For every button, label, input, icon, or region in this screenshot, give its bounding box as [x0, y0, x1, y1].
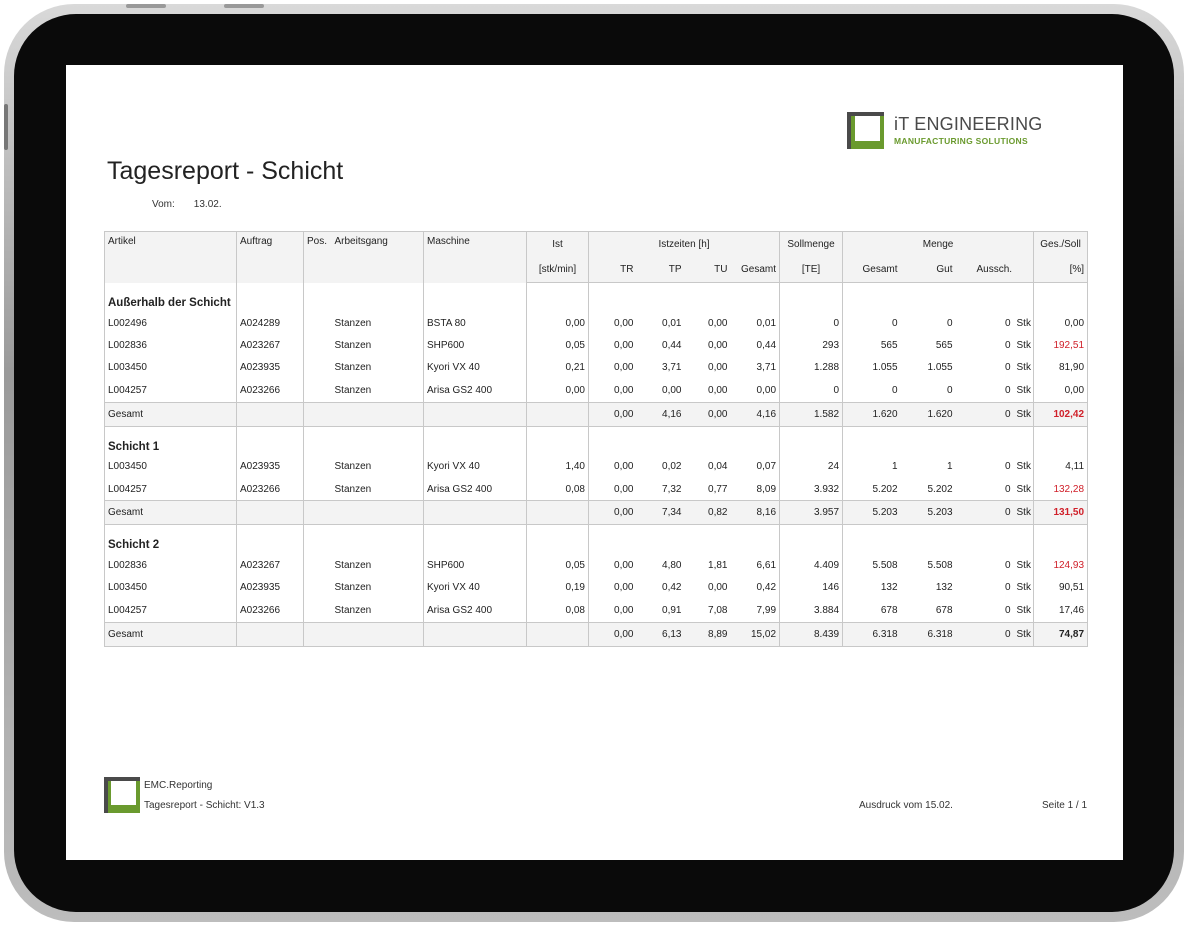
cell-aussch: 0: [1004, 340, 1011, 352]
cell-tp: 4,80: [662, 560, 682, 572]
cell-sollmenge: 4.409: [780, 554, 843, 576]
cell-tu: 0,00: [708, 317, 728, 329]
total-tu: 0,82: [685, 501, 731, 525]
col-auftrag: Auftrag: [237, 232, 304, 283]
cell-artikel: L004257: [105, 599, 237, 622]
brand-tagline: MANUFACTURING SOLUTIONS: [894, 136, 1028, 146]
cell-gesamt: 7,99: [731, 599, 780, 622]
date-label: Vom:: [152, 199, 175, 210]
cell-gesamt: 0,42: [731, 577, 780, 599]
empty-cell: [956, 426, 1014, 456]
cell-arbeitsgang: Stanzen: [332, 599, 424, 622]
table-row: [105, 379, 1088, 402]
empty-cell: [843, 283, 901, 313]
cell-gesamt: 0,07: [731, 456, 780, 478]
col-gut: Gut: [901, 257, 956, 283]
cell-auftrag: A023935: [237, 357, 304, 379]
empty-cell: [956, 283, 1014, 313]
footer-app-name: EMC.Reporting: [144, 780, 213, 791]
empty-cell: [731, 283, 780, 313]
footer-logo: [104, 777, 140, 813]
cell-pos: [304, 379, 332, 402]
total-unit: Stk: [1014, 402, 1034, 426]
total-tu: 0,00: [685, 402, 731, 426]
empty-cell: [527, 525, 589, 555]
empty-cell: [304, 426, 332, 456]
col-istzeiten: Istzeiten [h]: [589, 232, 780, 258]
total-tp: 7,34: [637, 501, 685, 525]
empty-cell: [332, 402, 424, 426]
cell-maschine: SHP600: [424, 334, 527, 356]
cell-arbeitsgang: Stanzen: [332, 478, 424, 501]
cell-maschine: SHP600: [424, 554, 527, 576]
cell-maschine: BSTA 80: [424, 312, 527, 334]
table-row: [105, 554, 1088, 576]
total-gut: 5.203: [901, 501, 956, 525]
cell-tp: 0,02: [662, 461, 682, 473]
col-ist-unit: [stk/min]: [527, 257, 589, 283]
cell-ges-soll: 132,28: [1034, 478, 1088, 501]
total-row: [105, 402, 1088, 426]
empty-cell: [731, 525, 780, 555]
empty-cell: [637, 283, 685, 313]
cell-tp: 0,91: [662, 604, 682, 616]
empty-cell: [589, 525, 637, 555]
col-ges-soll-unit: [%]: [1034, 257, 1088, 283]
cell-tu: 0,00: [708, 582, 728, 594]
empty-cell: [237, 525, 304, 555]
empty-cell: [527, 622, 589, 646]
cell-gut: 5.508: [927, 560, 953, 572]
cell-pos: [304, 357, 332, 379]
cell-aussch: 0: [1004, 560, 1011, 572]
cell-ist: 0,08: [527, 599, 589, 622]
group-name: Schicht 2: [105, 525, 237, 555]
cell-pos: [304, 456, 332, 478]
total-sollmenge: 1.582: [780, 402, 843, 426]
col-pos: Pos.: [304, 232, 332, 283]
col-ges-soll: Ges./Soll: [1034, 232, 1088, 258]
empty-cell: [332, 426, 424, 456]
cell-sollmenge: 3.884: [780, 599, 843, 622]
empty-cell: [685, 283, 731, 313]
col-tu: TU: [685, 257, 731, 283]
total-tp: 6,13: [637, 622, 685, 646]
cell-menge-gesamt: 1: [843, 456, 901, 478]
col-arbeitsgang: Arbeitsgang: [332, 232, 424, 283]
cell-gesamt: 6,61: [731, 554, 780, 576]
cell-tu: 7,08: [708, 604, 728, 616]
total-tr: 0,00: [589, 501, 637, 525]
cell-pos: [304, 334, 332, 356]
cell-gesamt: 3,71: [731, 357, 780, 379]
cell-artikel: L003450: [105, 357, 237, 379]
cell-gut: 1: [946, 461, 953, 473]
cell-auftrag: A023935: [237, 456, 304, 478]
cell-auftrag: A023266: [237, 599, 304, 622]
cell-maschine: Arisa GS2 400: [424, 599, 527, 622]
cell-ges-soll: 17,46: [1034, 599, 1088, 622]
cell-tp: 0,42: [662, 582, 682, 594]
footer-page-number: Seite 1 / 1: [1042, 800, 1088, 811]
tablet-top-button: [224, 4, 264, 8]
table-row: [105, 577, 1088, 599]
col-menge: Menge: [843, 232, 1034, 258]
empty-cell: [843, 426, 901, 456]
empty-cell: [237, 501, 304, 525]
cell-tr: 0,00: [589, 334, 637, 356]
cell-ist: 0,00: [527, 312, 589, 334]
empty-cell: [780, 525, 843, 555]
cell-tp: 0,01: [662, 317, 682, 329]
total-tu: 8,89: [685, 622, 731, 646]
cell-auftrag: A023267: [237, 554, 304, 576]
total-row: [105, 501, 1088, 525]
empty-cell: [237, 283, 304, 313]
total-gesamt: 8,16: [731, 501, 780, 525]
tablet-top-button: [126, 4, 166, 8]
empty-cell: [304, 525, 332, 555]
cell-tr: 0,00: [589, 379, 637, 402]
table-row: [105, 478, 1088, 501]
cell-menge-gesamt: 565: [843, 334, 901, 356]
empty-cell: [424, 402, 527, 426]
empty-cell: [843, 525, 901, 555]
cell-tu: 0,77: [708, 483, 728, 495]
report-date: [152, 199, 222, 210]
col-artikel: Artikel: [105, 232, 237, 283]
empty-cell: [1014, 283, 1034, 313]
group-header-row: [105, 283, 1088, 313]
cell-maschine: Arisa GS2 400: [424, 379, 527, 402]
cell-arbeitsgang: Stanzen: [332, 456, 424, 478]
logo-square-inner: [855, 116, 880, 141]
footer-print-date: Ausdruck vom 15.02.: [859, 800, 953, 811]
empty-cell: [424, 525, 527, 555]
table-body: [105, 283, 1088, 647]
empty-cell: [1014, 525, 1034, 555]
cell-maschine: Arisa GS2 400: [424, 478, 527, 501]
cell-pos: [304, 554, 332, 576]
table-row: [105, 599, 1088, 622]
empty-cell: [1034, 525, 1088, 555]
footer-logo-inner: [111, 781, 136, 805]
empty-cell: [1034, 426, 1088, 456]
empty-cell: [901, 283, 956, 313]
empty-cell: [424, 426, 527, 456]
cell-tp: 3,71: [662, 362, 682, 374]
total-aussch: 0: [956, 501, 1014, 525]
empty-cell: [527, 501, 589, 525]
total-label: Gesamt: [105, 402, 237, 426]
empty-cell: [424, 622, 527, 646]
cell-arbeitsgang: Stanzen: [332, 357, 424, 379]
cell-auftrag: A024289: [237, 312, 304, 334]
empty-cell: [332, 283, 424, 313]
cell-tp: 0,44: [662, 340, 682, 352]
empty-cell: [304, 402, 332, 426]
cell-sollmenge: 3.932: [780, 478, 843, 501]
cell-tr: 0,00: [589, 478, 637, 501]
cell-sollmenge: 1.288: [780, 357, 843, 379]
table-row: [105, 334, 1088, 356]
cell-unit: Stk: [1014, 379, 1034, 402]
empty-cell: [956, 525, 1014, 555]
cell-tp: 0,00: [662, 384, 682, 396]
cell-ist: 0,19: [527, 577, 589, 599]
cell-menge-gesamt: 5.202: [843, 478, 901, 501]
cell-menge-gesamt: 132: [843, 577, 901, 599]
empty-cell: [237, 622, 304, 646]
empty-cell: [685, 525, 731, 555]
cell-pos: [304, 599, 332, 622]
total-menge-gesamt: 5.203: [843, 501, 901, 525]
cell-ist: 1,40: [527, 456, 589, 478]
col-menge-gesamt: Gesamt: [843, 257, 901, 283]
cell-tr: 0,00: [589, 456, 637, 478]
date-value: 13.02.: [193, 199, 222, 210]
cell-unit: Stk: [1014, 357, 1034, 379]
total-gut: 6.318: [901, 622, 956, 646]
col-tp: TP: [637, 257, 685, 283]
cell-ges-soll: 0,00: [1034, 379, 1088, 402]
empty-cell: [424, 283, 527, 313]
empty-cell: [527, 426, 589, 456]
empty-cell: [589, 426, 637, 456]
cell-unit: Stk: [1014, 599, 1034, 622]
cell-unit: Stk: [1014, 312, 1034, 334]
brand-logo: [847, 112, 1043, 152]
report-table: [104, 231, 1088, 647]
total-tr: 0,00: [589, 402, 637, 426]
total-ges-soll: 102,42: [1034, 402, 1088, 426]
empty-cell: [1034, 283, 1088, 313]
empty-cell: [637, 525, 685, 555]
total-ges-soll: 74,87: [1034, 622, 1088, 646]
empty-cell: [527, 283, 589, 313]
cell-tr: 0,00: [589, 312, 637, 334]
cell-artikel: L003450: [105, 577, 237, 599]
cell-ist: 0,05: [527, 554, 589, 576]
total-label: Gesamt: [105, 501, 237, 525]
empty-cell: [527, 402, 589, 426]
cell-gesamt: 8,09: [731, 478, 780, 501]
cell-artikel: L004257: [105, 478, 237, 501]
cell-arbeitsgang: Stanzen: [332, 312, 424, 334]
cell-sollmenge: 0: [780, 312, 843, 334]
cell-gut: 132: [935, 582, 953, 594]
empty-cell: [901, 426, 956, 456]
cell-tr: 0,00: [589, 577, 637, 599]
cell-ist: 0,21: [527, 357, 589, 379]
cell-tu: 0,00: [708, 362, 728, 374]
cell-gesamt: 0,44: [731, 334, 780, 356]
cell-artikel: L004257: [105, 379, 237, 402]
cell-unit: Stk: [1014, 456, 1034, 478]
cell-sollmenge: 24: [780, 456, 843, 478]
cell-maschine: Kyori VX 40: [424, 577, 527, 599]
total-row: [105, 622, 1088, 646]
cell-aussch: 0: [1004, 483, 1011, 495]
total-menge-gesamt: 6.318: [843, 622, 901, 646]
cell-aussch: 0: [1004, 362, 1011, 374]
table-header: [105, 232, 1088, 283]
group-header-row: [105, 426, 1088, 456]
cell-ist: 0,08: [527, 478, 589, 501]
cell-sollmenge: 0: [780, 379, 843, 402]
empty-cell: [637, 426, 685, 456]
empty-cell: [685, 426, 731, 456]
cell-gut: 565: [935, 340, 953, 352]
cell-maschine: Kyori VX 40: [424, 456, 527, 478]
cell-pos: [304, 577, 332, 599]
cell-arbeitsgang: Stanzen: [332, 379, 424, 402]
col-tr: TR: [589, 257, 637, 283]
total-gut: 1.620: [901, 402, 956, 426]
total-gesamt: 15,02: [731, 622, 780, 646]
empty-cell: [589, 283, 637, 313]
cell-arbeitsgang: Stanzen: [332, 334, 424, 356]
empty-cell: [780, 283, 843, 313]
cell-pos: [304, 478, 332, 501]
cell-artikel: L003450: [105, 456, 237, 478]
cell-gesamt: 0,00: [731, 379, 780, 402]
footer-version: Tagesreport - Schicht: V1.3: [144, 800, 265, 811]
total-unit: Stk: [1014, 622, 1034, 646]
cell-unit: Stk: [1014, 334, 1034, 356]
cell-menge-gesamt: 5.508: [843, 554, 901, 576]
col-aussch: Aussch.: [956, 257, 1034, 283]
cell-ist: 0,05: [527, 334, 589, 356]
cell-tr: 0,00: [589, 357, 637, 379]
cell-ist: 0,00: [527, 379, 589, 402]
cell-menge-gesamt: 0: [843, 379, 901, 402]
page-title: Tagesreport - Schicht: [107, 157, 344, 185]
col-sollmenge-unit: [TE]: [780, 257, 843, 283]
empty-cell: [332, 622, 424, 646]
col-ist: Ist: [527, 232, 589, 258]
cell-maschine: Kyori VX 40: [424, 357, 527, 379]
cell-tr: 0,00: [589, 554, 637, 576]
empty-cell: [304, 501, 332, 525]
group-name: Schicht 1: [105, 426, 237, 456]
cell-unit: Stk: [1014, 478, 1034, 501]
total-aussch: 0: [956, 402, 1014, 426]
empty-cell: [304, 622, 332, 646]
cell-ges-soll: 90,51: [1034, 577, 1088, 599]
cell-sollmenge: 146: [780, 577, 843, 599]
cell-gut: 678: [935, 604, 953, 616]
cell-ges-soll: 192,51: [1034, 334, 1088, 356]
table-row: [105, 456, 1088, 478]
cell-ges-soll: 124,93: [1034, 554, 1088, 576]
total-tp: 4,16: [637, 402, 685, 426]
cell-menge-gesamt: 678: [843, 599, 901, 622]
cell-gut: 5.202: [927, 483, 953, 495]
cell-gesamt: 0,01: [731, 312, 780, 334]
col-maschine: Maschine: [424, 232, 527, 283]
total-sollmenge: 8.439: [780, 622, 843, 646]
cell-tu: 0,04: [708, 461, 728, 473]
cell-tu: 1,81: [708, 560, 728, 572]
empty-cell: [332, 501, 424, 525]
report-page: [66, 65, 1123, 860]
empty-cell: [304, 283, 332, 313]
empty-cell: [901, 525, 956, 555]
cell-tr: 0,00: [589, 599, 637, 622]
cell-aussch: 0: [1004, 582, 1011, 594]
cell-artikel: L002836: [105, 554, 237, 576]
empty-cell: [731, 426, 780, 456]
cell-pos: [304, 312, 332, 334]
cell-arbeitsgang: Stanzen: [332, 577, 424, 599]
group-header-row: [105, 525, 1088, 555]
cell-auftrag: A023935: [237, 577, 304, 599]
cell-aussch: 0: [1004, 384, 1011, 396]
cell-artikel: L002496: [105, 312, 237, 334]
total-tr: 0,00: [589, 622, 637, 646]
tablet-side-button: [4, 104, 8, 150]
total-sollmenge: 3.957: [780, 501, 843, 525]
group-name: Außerhalb der Schicht: [105, 283, 237, 313]
total-aussch: 0: [956, 622, 1014, 646]
cell-artikel: L002836: [105, 334, 237, 356]
cell-ges-soll: 0,00: [1034, 312, 1088, 334]
cell-menge-gesamt: 1.055: [843, 357, 901, 379]
total-gesamt: 4,16: [731, 402, 780, 426]
cell-gut: 0: [946, 384, 953, 396]
cell-gut: 0: [946, 317, 953, 329]
cell-auftrag: A023266: [237, 478, 304, 501]
cell-unit: Stk: [1014, 554, 1034, 576]
cell-unit: Stk: [1014, 577, 1034, 599]
table-row: [105, 312, 1088, 334]
table-row: [105, 357, 1088, 379]
col-sollmenge: Sollmenge: [780, 232, 843, 258]
total-label: Gesamt: [105, 622, 237, 646]
total-ges-soll: 131,50: [1034, 501, 1088, 525]
cell-ges-soll: 81,90: [1034, 357, 1088, 379]
cell-gut: 1.055: [927, 362, 953, 374]
cell-menge-gesamt: 0: [843, 312, 901, 334]
cell-ges-soll: 4,11: [1034, 456, 1088, 478]
cell-tu: 0,00: [708, 340, 728, 352]
cell-sollmenge: 293: [780, 334, 843, 356]
col-gesamt: Gesamt: [731, 257, 780, 283]
empty-cell: [1014, 426, 1034, 456]
empty-cell: [780, 426, 843, 456]
cell-tp: 7,32: [662, 483, 682, 495]
cell-arbeitsgang: Stanzen: [332, 554, 424, 576]
empty-cell: [237, 426, 304, 456]
empty-cell: [424, 501, 527, 525]
empty-cell: [332, 525, 424, 555]
cell-tu: 0,00: [708, 384, 728, 396]
cell-auftrag: A023267: [237, 334, 304, 356]
empty-cell: [237, 402, 304, 426]
cell-aussch: 0: [1004, 317, 1011, 329]
cell-aussch: 0: [1004, 461, 1011, 473]
total-unit: Stk: [1014, 501, 1034, 525]
cell-aussch: 0: [1004, 604, 1011, 616]
total-menge-gesamt: 1.620: [843, 402, 901, 426]
cell-auftrag: A023266: [237, 379, 304, 402]
brand-name: iT ENGINEERING: [894, 114, 1043, 134]
